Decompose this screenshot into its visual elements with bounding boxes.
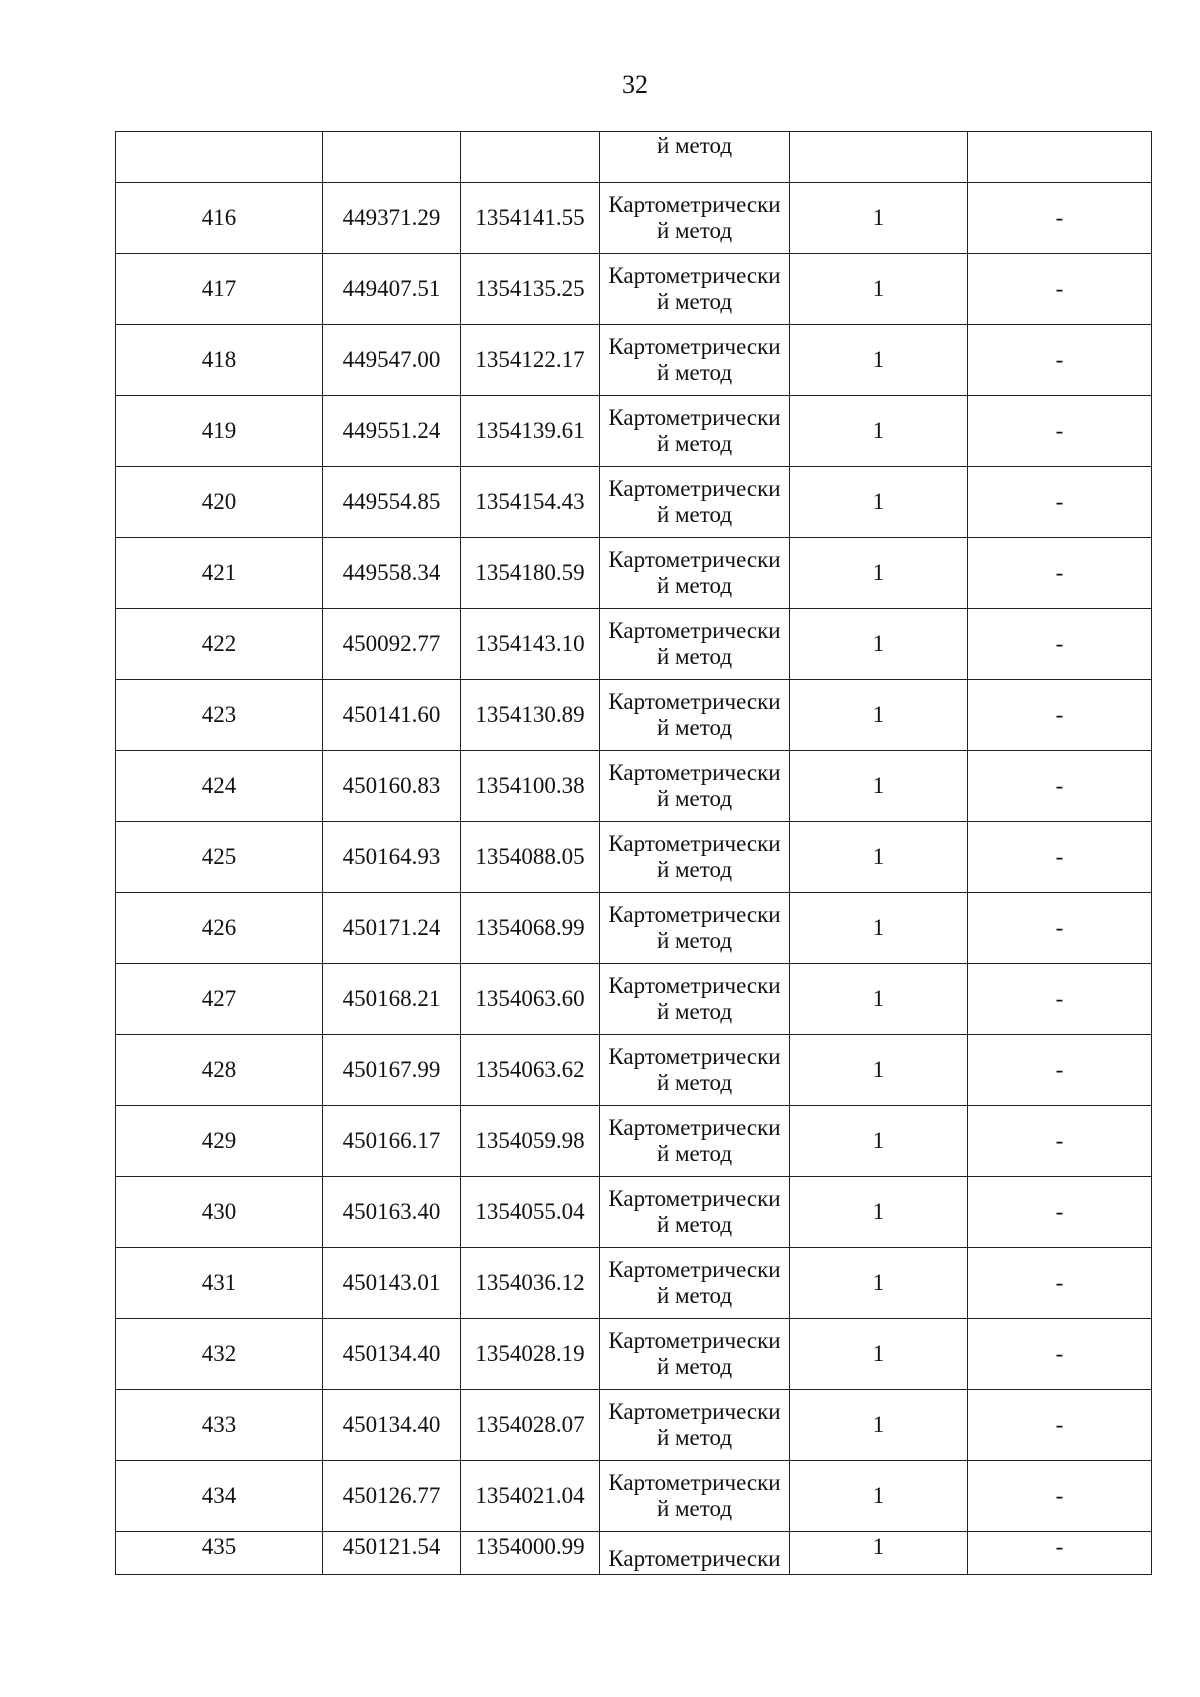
y-coordinate-cell: 1354028.07	[461, 1390, 600, 1461]
note-cell: -	[968, 680, 1152, 751]
y-coordinate-cell: 1354021.04	[461, 1461, 600, 1532]
accuracy-cell: 1	[790, 609, 968, 680]
table-row	[116, 822, 1152, 893]
accuracy-cell: 1	[790, 396, 968, 467]
y-coordinate-cell: 1354143.10	[461, 609, 600, 680]
note-cell: -	[968, 1035, 1152, 1106]
x-coordinate-cell: 450141.60	[323, 680, 461, 751]
accuracy-cell: 1	[790, 893, 968, 964]
point-number-cell: 417	[116, 254, 323, 325]
note-cell: -	[968, 396, 1152, 467]
page-number: 32	[622, 70, 648, 99]
method-line-1: Картометрически	[608, 1044, 781, 1069]
coordinates-table	[115, 131, 1152, 1575]
table-row	[116, 538, 1152, 609]
accuracy-cell: 1	[790, 538, 968, 609]
method-line-2: й метод	[656, 644, 733, 669]
method-line-1: Картометрически	[608, 334, 781, 359]
table-row	[116, 467, 1152, 538]
y-coordinate-cell: 1354063.62	[461, 1035, 600, 1106]
method-line-2: й метод	[656, 1283, 733, 1308]
method-line-1: Картометрически	[608, 689, 781, 714]
point-number-cell: 416	[116, 183, 323, 254]
x-coordinate-cell: 450126.77	[323, 1461, 461, 1532]
note-cell: -	[968, 538, 1152, 609]
accuracy-cell: 1	[790, 1390, 968, 1461]
method-cell	[600, 396, 790, 467]
method-line-1: Картометрически	[608, 1328, 781, 1353]
method-line-2: й метод	[656, 715, 733, 740]
y-coordinate-cell: 1354036.12	[461, 1248, 600, 1319]
method-cell	[600, 1390, 790, 1461]
y-coordinate-cell: 1354122.17	[461, 325, 600, 396]
table-row	[116, 1035, 1152, 1106]
method-cell	[600, 1319, 790, 1390]
method-cell	[600, 1106, 790, 1177]
method-line-2: й метод	[656, 1354, 733, 1379]
method-cell	[600, 538, 790, 609]
method-cell	[600, 1035, 790, 1106]
method-line-2: й метод	[656, 289, 733, 314]
accuracy-cell: 1	[790, 467, 968, 538]
point-number-cell: 423	[116, 680, 323, 751]
accuracy-cell: 1	[790, 1035, 968, 1106]
accuracy-cell: 1	[790, 1177, 968, 1248]
method-line-1: Картометрически	[608, 902, 781, 927]
method-line-2: й метод	[656, 999, 733, 1024]
point-number-cell: 429	[116, 1106, 323, 1177]
point-number-cell: 419	[116, 396, 323, 467]
point-number-cell: 425	[116, 822, 323, 893]
method-line-1: Картометрически	[608, 760, 781, 785]
note-cell: -	[968, 1106, 1152, 1177]
method-line-2: й метод	[656, 928, 733, 953]
method-line-1: Картометрически	[608, 1257, 781, 1282]
x-coordinate-cell: 450134.40	[323, 1390, 461, 1461]
y-coordinate-cell: 1354100.38	[461, 751, 600, 822]
table-row	[116, 609, 1152, 680]
note-cell: -	[968, 325, 1152, 396]
method-line-1: Картометрически	[608, 192, 781, 217]
method-cell	[600, 609, 790, 680]
x-coordinate-cell: 449371.29	[323, 183, 461, 254]
point-number-cell: 422	[116, 609, 323, 680]
y-coordinate-cell: 1354000.99	[461, 1532, 600, 1575]
method-cell	[600, 822, 790, 893]
y-coordinate-cell	[461, 132, 600, 183]
method-cell	[600, 1248, 790, 1319]
x-coordinate-cell: 450092.77	[323, 609, 461, 680]
note-cell	[968, 132, 1152, 183]
method-cell: й метод	[600, 132, 790, 183]
table-row	[116, 325, 1152, 396]
method-line-2: й метод	[656, 1425, 733, 1450]
method-line-2: й метод	[656, 573, 733, 598]
table-row	[116, 1461, 1152, 1532]
table-body	[116, 132, 1152, 1575]
x-coordinate-cell: 450167.99	[323, 1035, 461, 1106]
method-cell	[600, 680, 790, 751]
x-coordinate-cell: 450143.01	[323, 1248, 461, 1319]
accuracy-cell: 1	[790, 680, 968, 751]
method-line-1: Картометрически	[608, 476, 781, 501]
accuracy-cell	[790, 132, 968, 183]
x-coordinate-cell: 450134.40	[323, 1319, 461, 1390]
y-coordinate-cell: 1354059.98	[461, 1106, 600, 1177]
note-cell: -	[968, 1461, 1152, 1532]
method-line-2: й метод	[656, 360, 733, 385]
accuracy-cell: 1	[790, 1532, 968, 1575]
method-cell	[600, 183, 790, 254]
table-row	[116, 751, 1152, 822]
note-cell: -	[968, 1532, 1152, 1575]
method-cell	[600, 467, 790, 538]
table-row	[116, 893, 1152, 964]
x-coordinate-cell: 449407.51	[323, 254, 461, 325]
method-cell	[600, 1461, 790, 1532]
y-coordinate-cell: 1354139.61	[461, 396, 600, 467]
y-coordinate-cell: 1354055.04	[461, 1177, 600, 1248]
method-line-2: й метод	[656, 857, 733, 882]
note-cell: -	[968, 893, 1152, 964]
method-line-2: й метод	[656, 1070, 733, 1095]
note-cell: -	[968, 183, 1152, 254]
note-cell: -	[968, 1177, 1152, 1248]
point-number-cell: 426	[116, 893, 323, 964]
note-cell: -	[968, 609, 1152, 680]
point-number-cell: 433	[116, 1390, 323, 1461]
method-cell	[600, 751, 790, 822]
y-coordinate-cell: 1354028.19	[461, 1319, 600, 1390]
accuracy-cell: 1	[790, 254, 968, 325]
note-cell: -	[968, 1319, 1152, 1390]
point-number-cell: 418	[116, 325, 323, 396]
x-coordinate-cell: 449558.34	[323, 538, 461, 609]
table-row	[116, 183, 1152, 254]
note-cell: -	[968, 254, 1152, 325]
x-coordinate-cell: 449547.00	[323, 325, 461, 396]
method-cell	[600, 1177, 790, 1248]
y-coordinate-cell: 1354063.60	[461, 964, 600, 1035]
x-coordinate-cell	[323, 132, 461, 183]
y-coordinate-cell: 1354135.25	[461, 254, 600, 325]
y-coordinate-cell: 1354141.55	[461, 183, 600, 254]
y-coordinate-cell: 1354088.05	[461, 822, 600, 893]
table-row-last	[116, 1532, 1152, 1575]
note-cell: -	[968, 822, 1152, 893]
note-cell: -	[968, 467, 1152, 538]
method-line-2: й метод	[656, 1141, 733, 1166]
y-coordinate-cell: 1354154.43	[461, 467, 600, 538]
y-coordinate-cell: 1354180.59	[461, 538, 600, 609]
x-coordinate-cell: 450121.54	[323, 1532, 461, 1575]
table-row	[116, 396, 1152, 467]
accuracy-cell: 1	[790, 964, 968, 1035]
point-number-cell: 432	[116, 1319, 323, 1390]
method-line-2: й метод	[656, 431, 733, 456]
method-line-1: Картометрически	[608, 405, 781, 430]
method-line-1: Картометрически	[608, 547, 781, 572]
method-cell	[600, 964, 790, 1035]
point-number-cell: 434	[116, 1461, 323, 1532]
method-line-1: Картометрически	[608, 973, 781, 998]
method-cell	[600, 254, 790, 325]
accuracy-cell: 1	[790, 1248, 968, 1319]
point-number-cell: 420	[116, 467, 323, 538]
point-number-cell	[116, 132, 323, 183]
y-coordinate-cell: 1354068.99	[461, 893, 600, 964]
x-coordinate-cell: 450164.93	[323, 822, 461, 893]
method-line-1: Картометрически	[608, 1470, 781, 1495]
x-coordinate-cell: 450168.21	[323, 964, 461, 1035]
x-coordinate-cell: 450160.83	[323, 751, 461, 822]
method-line-2: й метод	[656, 218, 733, 243]
method-line-1: Картометрически	[608, 618, 781, 643]
method-line-2: й метод	[656, 1212, 733, 1237]
method-line-1: Картометрически	[608, 263, 781, 288]
point-number-cell: 428	[116, 1035, 323, 1106]
method-line-1: Картометрически	[608, 1399, 781, 1424]
table-row	[116, 1319, 1152, 1390]
note-cell: -	[968, 1248, 1152, 1319]
table-row	[116, 254, 1152, 325]
point-number-cell: 421	[116, 538, 323, 609]
y-coordinate-cell: 1354130.89	[461, 680, 600, 751]
table-row	[116, 1106, 1152, 1177]
method-line-1: Картометрически	[608, 831, 781, 856]
table-row	[116, 964, 1152, 1035]
accuracy-cell: 1	[790, 1319, 968, 1390]
x-coordinate-cell: 450163.40	[323, 1177, 461, 1248]
method-cell	[600, 893, 790, 964]
accuracy-cell: 1	[790, 183, 968, 254]
method-line-1: Картометрически	[608, 1186, 781, 1211]
point-number-cell: 430	[116, 1177, 323, 1248]
accuracy-cell: 1	[790, 1461, 968, 1532]
table-row	[116, 680, 1152, 751]
method-line-2: й метод	[656, 786, 733, 811]
method-cell: Картометрически	[600, 1532, 790, 1575]
point-number-cell: 435	[116, 1532, 323, 1575]
method-cell	[600, 325, 790, 396]
table-row	[116, 1248, 1152, 1319]
table-row	[116, 1390, 1152, 1461]
table-row-continuation	[116, 132, 1152, 183]
accuracy-cell: 1	[790, 1106, 968, 1177]
note-cell: -	[968, 1390, 1152, 1461]
table-row	[116, 1177, 1152, 1248]
accuracy-cell: 1	[790, 822, 968, 893]
point-number-cell: 431	[116, 1248, 323, 1319]
x-coordinate-cell: 449554.85	[323, 467, 461, 538]
x-coordinate-cell: 450171.24	[323, 893, 461, 964]
accuracy-cell: 1	[790, 751, 968, 822]
point-number-cell: 427	[116, 964, 323, 1035]
x-coordinate-cell: 449551.24	[323, 396, 461, 467]
method-line-2: й метод	[656, 1496, 733, 1521]
note-cell: -	[968, 751, 1152, 822]
point-number-cell: 424	[116, 751, 323, 822]
method-line-1: Картометрически	[608, 1115, 781, 1140]
x-coordinate-cell: 450166.17	[323, 1106, 461, 1177]
accuracy-cell: 1	[790, 325, 968, 396]
method-line-2: й метод	[656, 502, 733, 527]
note-cell: -	[968, 964, 1152, 1035]
